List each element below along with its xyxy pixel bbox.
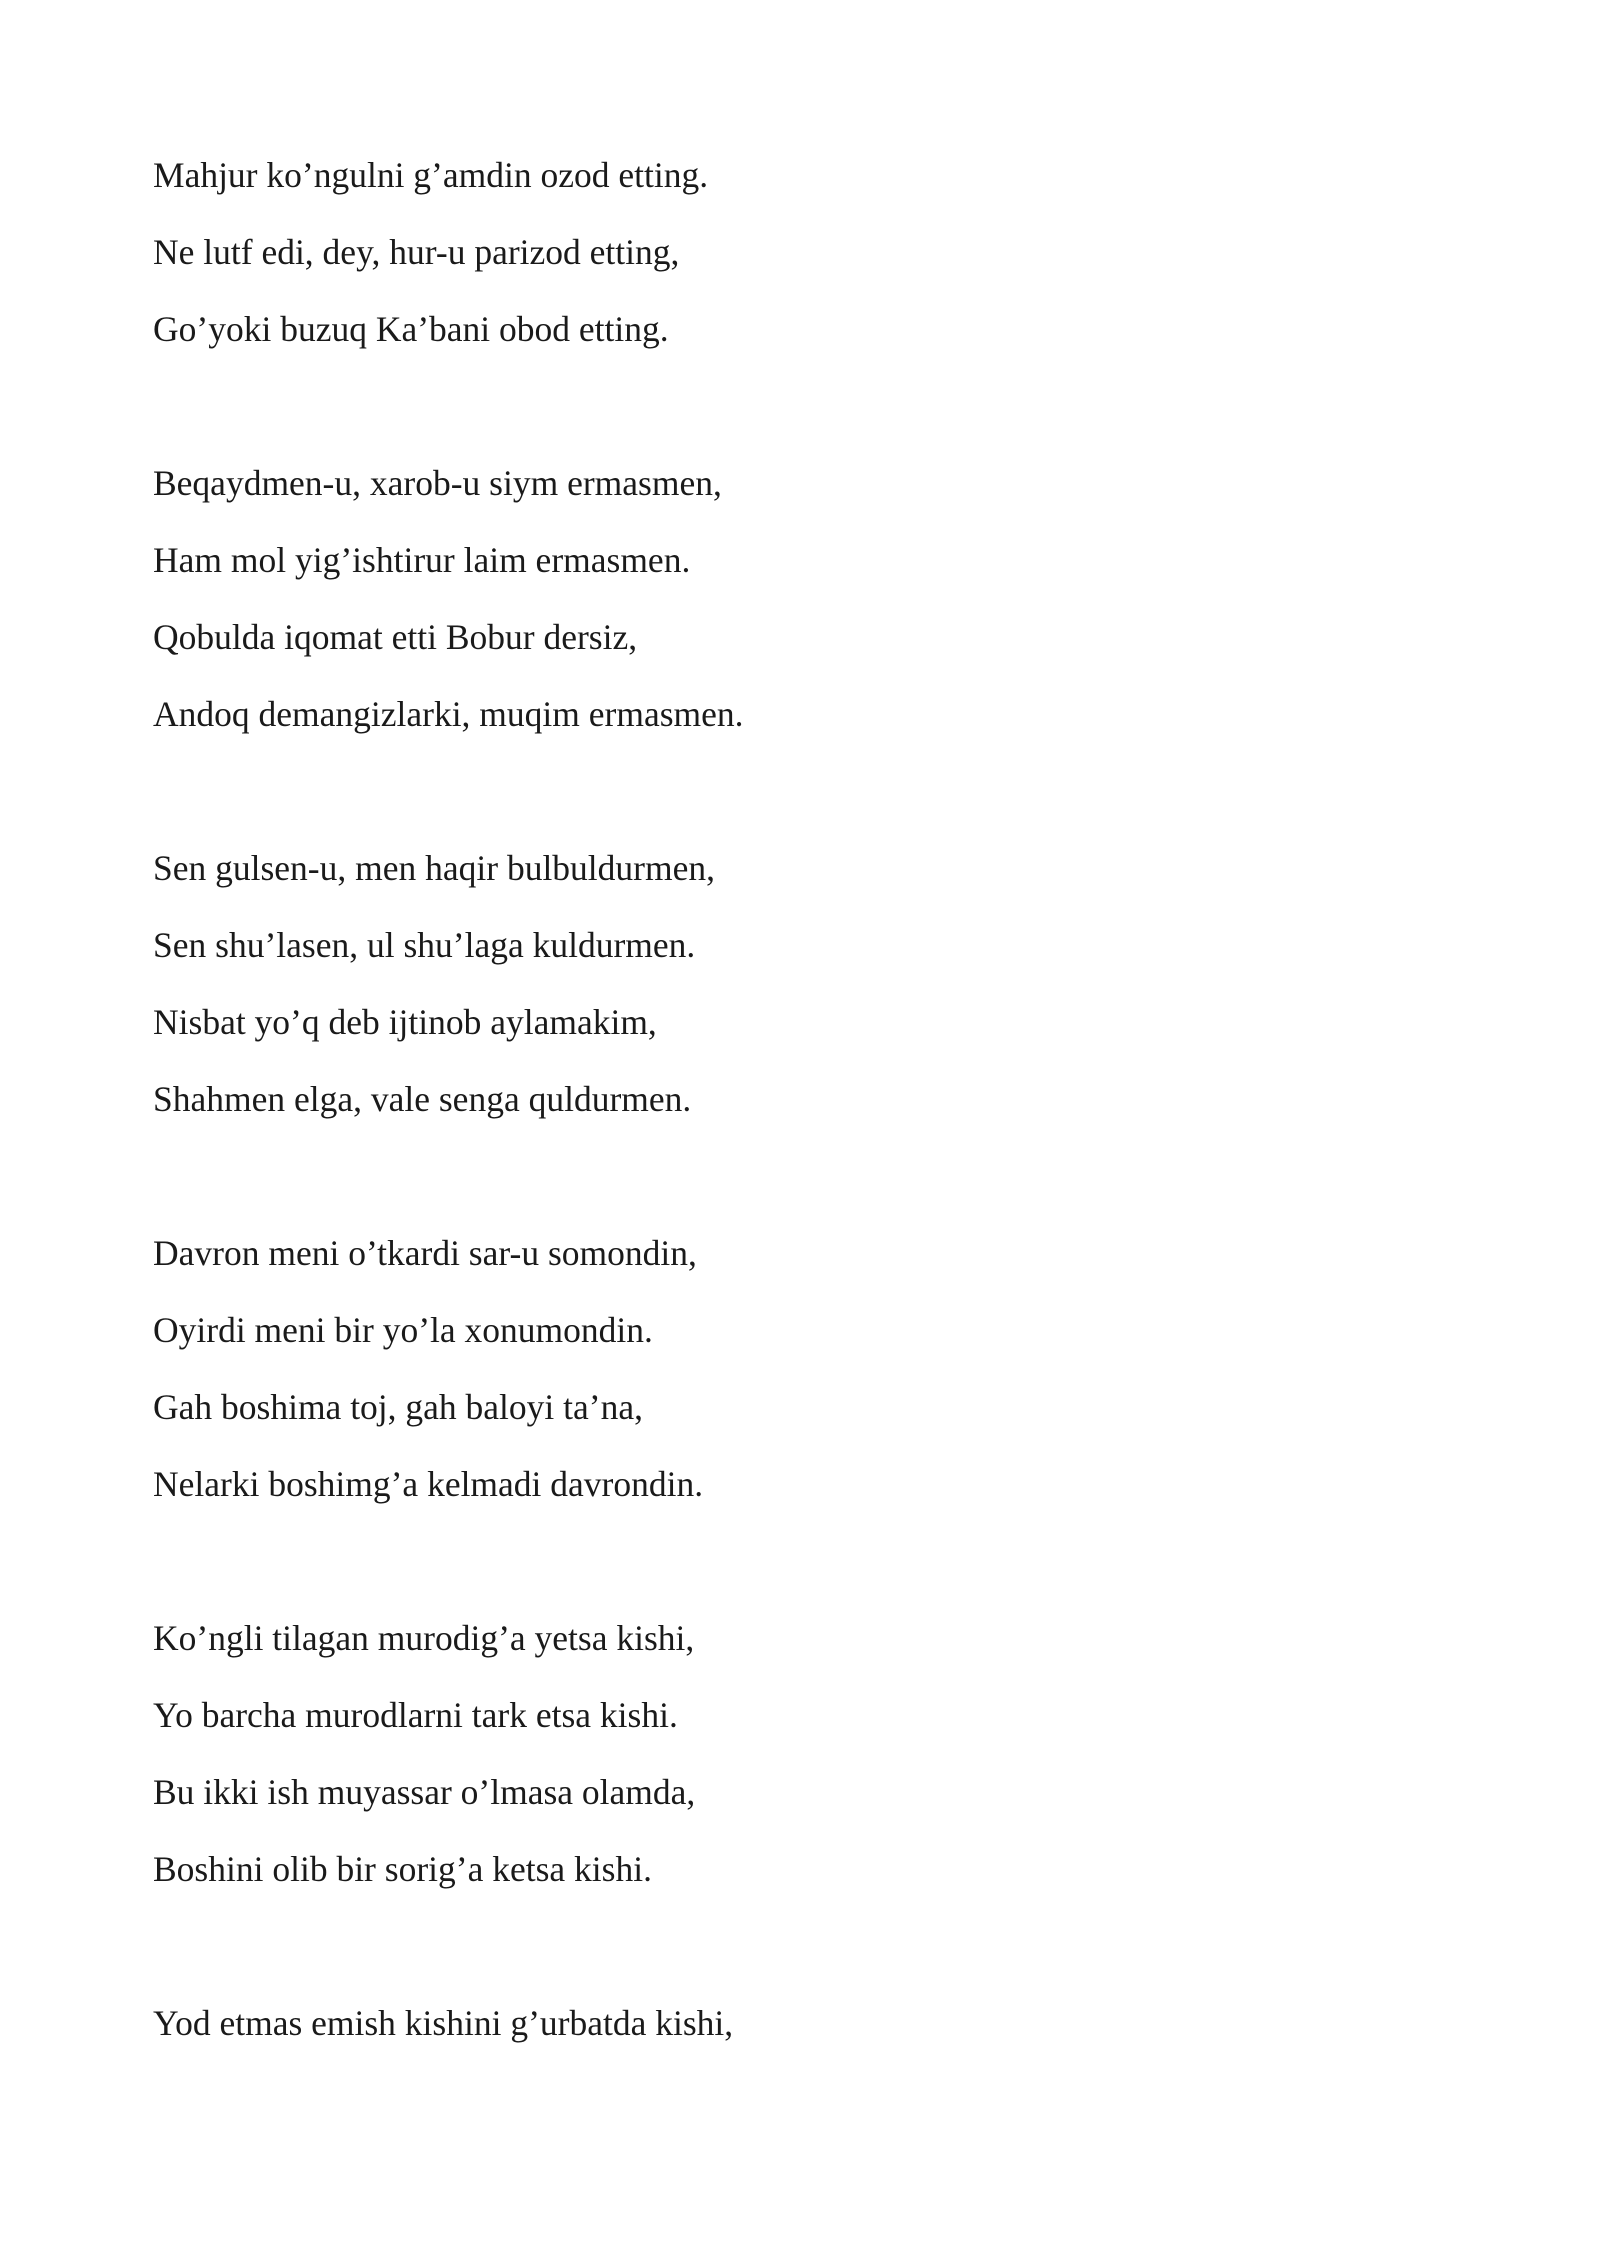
stanza (153, 1998, 1453, 2075)
poem-line: Davron meni o’tkardi sar-u somondin, (153, 1233, 697, 1273)
poem-line: Ham mol yig’ishtirur laim ermasmen. (153, 540, 691, 580)
poem-line: Beqaydmen-u, xarob-u siym ermasmen, (153, 463, 722, 503)
poem-line: Go’yoki buzuq Ka’bani obod etting. (153, 309, 669, 349)
stanza (153, 1228, 1453, 1536)
poem-line: Nelarki boshimg’a kelmadi davrondin. (153, 1464, 704, 1504)
stanza (153, 1613, 1453, 1921)
poem-line: Gah boshima toj, gah baloyi ta’na, (153, 1387, 643, 1427)
stanza (153, 843, 1453, 1151)
poem-line: Oyirdi meni bir yo’la xonumondin. (153, 1310, 653, 1350)
poem-line: Bu ikki ish muyassar o’lmasa olamda, (153, 1772, 696, 1812)
poem-text (153, 150, 1453, 2152)
poem-line: Andoq demangizlarki, muqim ermasmen. (153, 694, 744, 734)
stanza (153, 458, 1453, 766)
poem-line: Nisbat yo’q deb ijtinob aylamakim, (153, 1002, 657, 1042)
poem-line: Yod etmas emish kishini g’urbatda kishi, (153, 2003, 734, 2043)
poem-line: Yo barcha murodlarni tark etsa kishi. (153, 1695, 678, 1735)
poem-line: Sen shu’lasen, ul shu’laga kuldurmen. (153, 925, 696, 965)
poem-line: Ne lutf edi, dey, hur-u parizod etting, (153, 232, 680, 272)
poem-line: Mahjur ko’ngulni g’amdin ozod etting. (153, 155, 709, 195)
stanza (153, 150, 1453, 381)
poem-line: Boshini olib bir sorig’a ketsa kishi. (153, 1849, 652, 1889)
poem-line: Qobulda iqomat etti Bobur dersiz, (153, 617, 638, 657)
poem-line: Ko’ngli tilagan murodig’a yetsa kishi, (153, 1618, 695, 1658)
poem-line: Sen gulsen-u, men haqir bulbuldurmen, (153, 848, 715, 888)
poem-line: Shahmen elga, vale senga quldurmen. (153, 1079, 692, 1119)
